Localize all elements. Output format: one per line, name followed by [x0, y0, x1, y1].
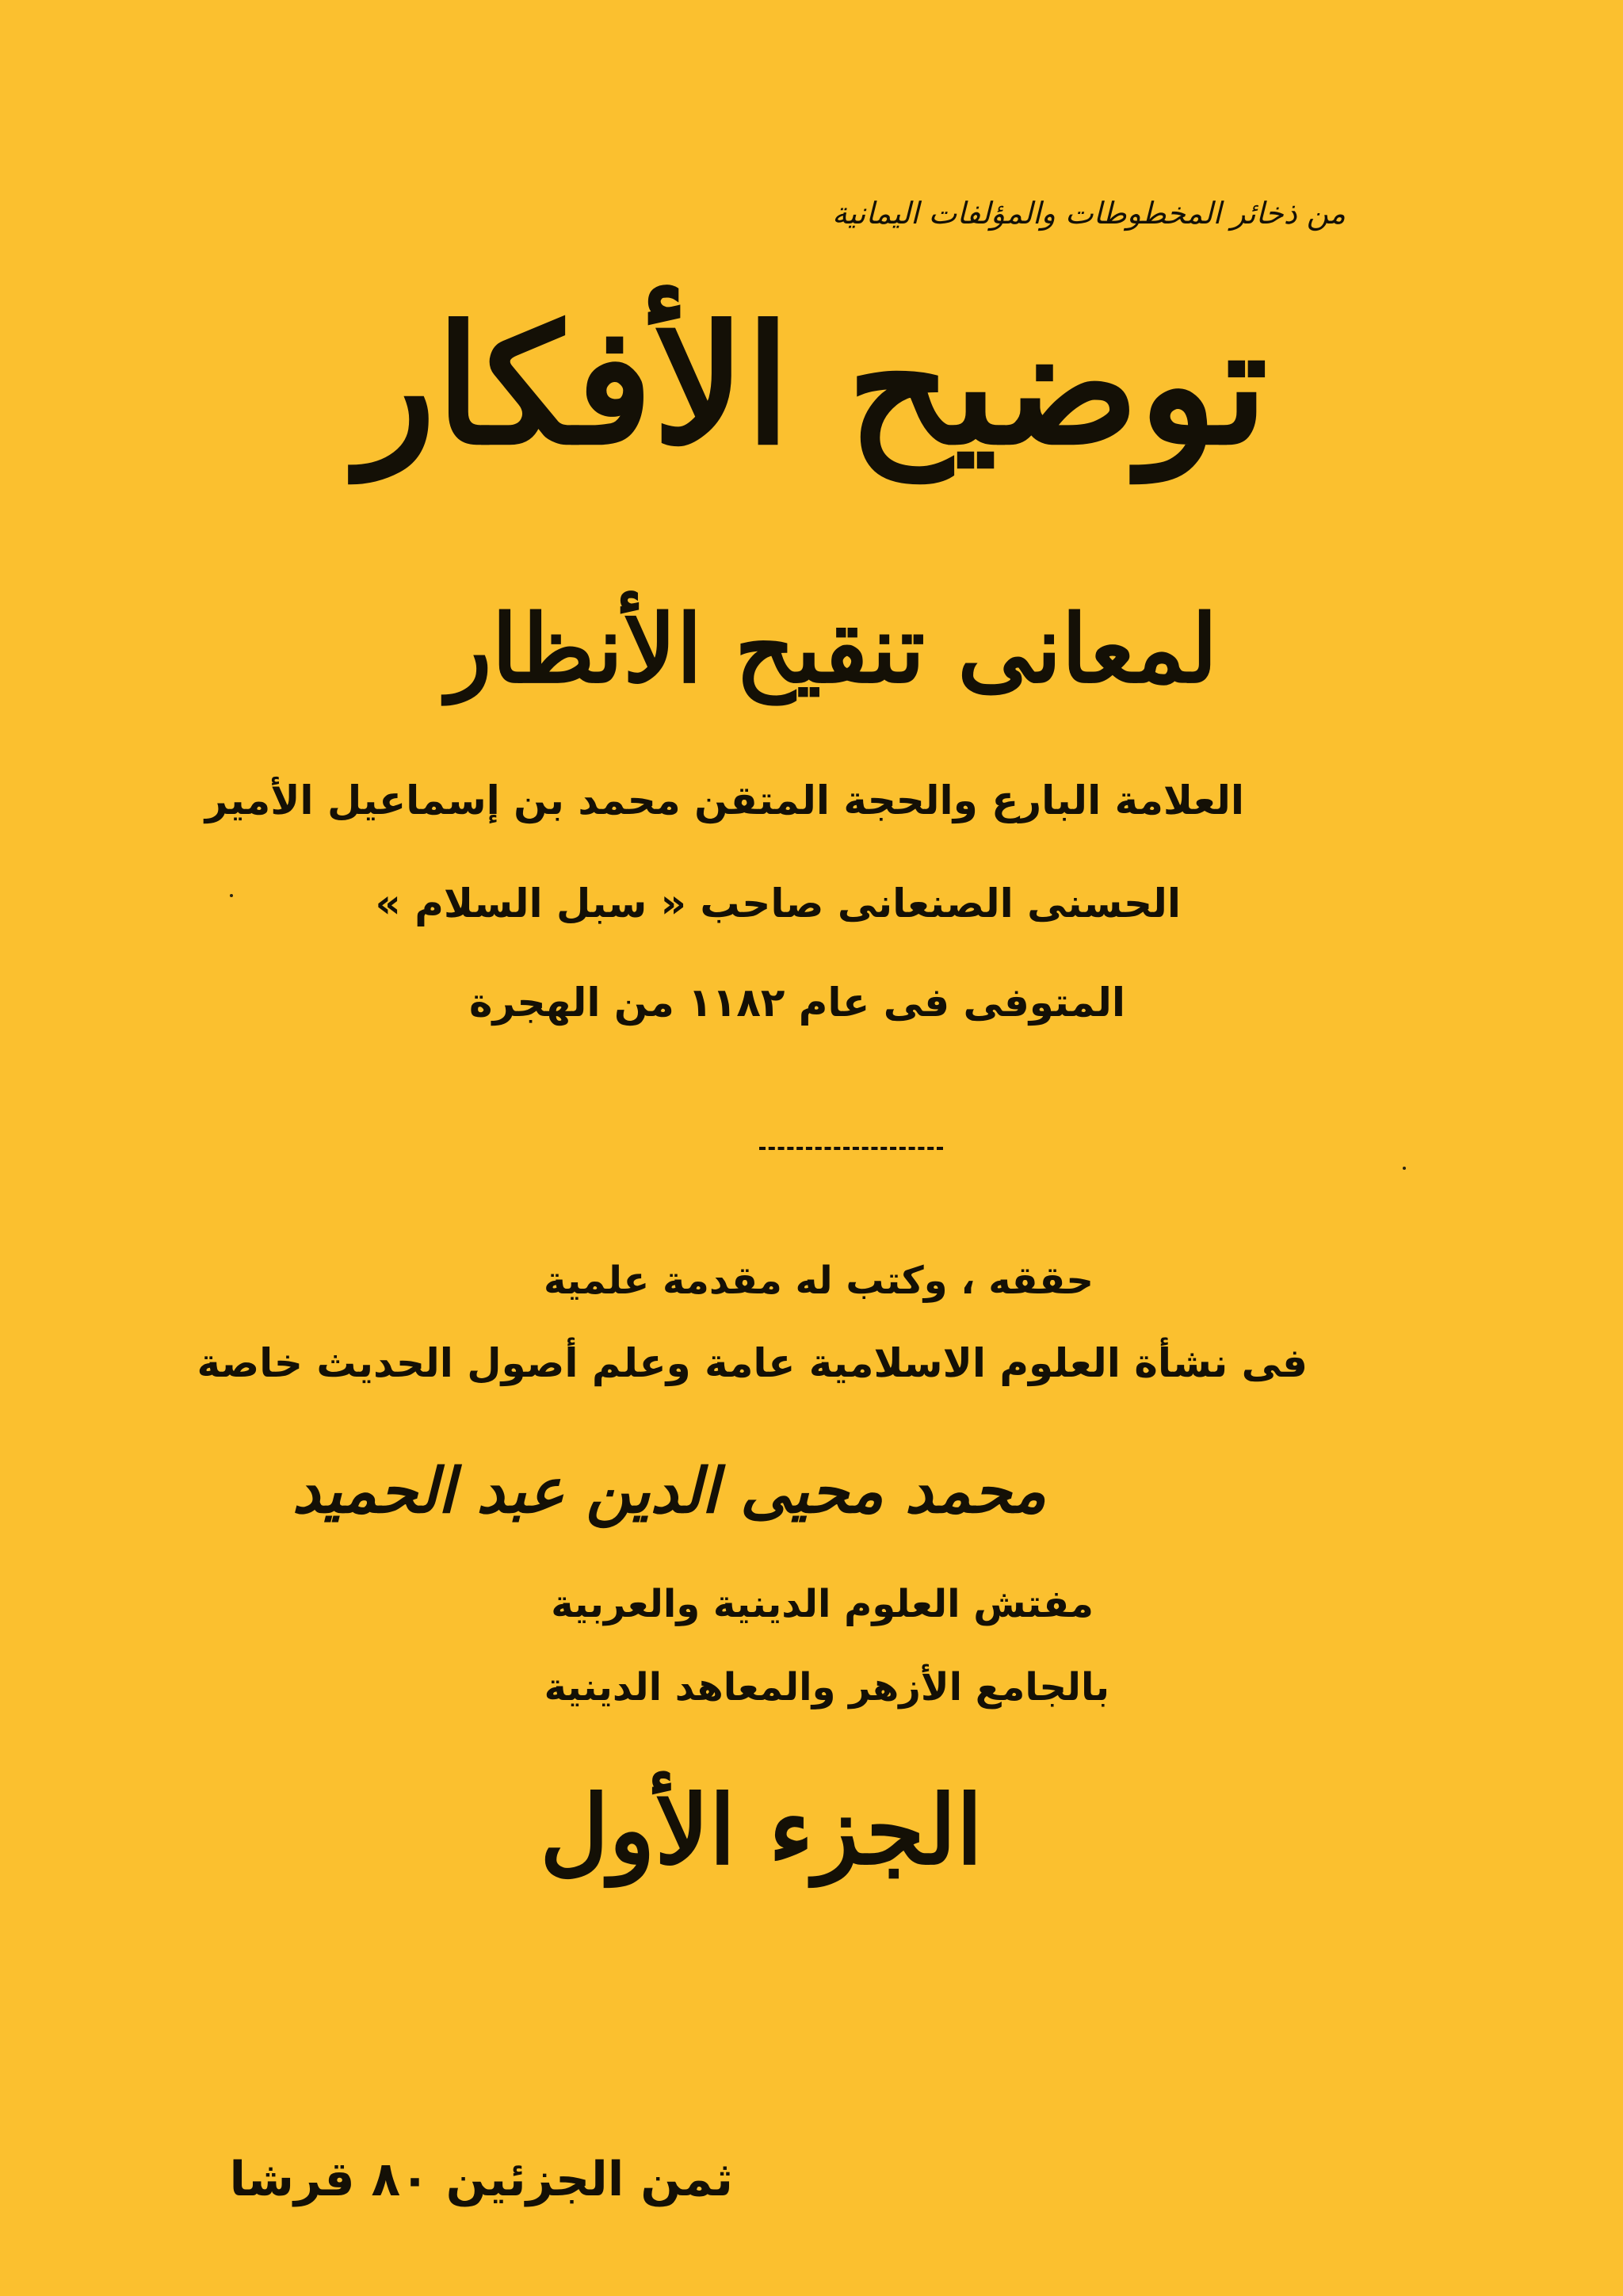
author-line-1: العلامة البارع والحجة المتقن محمد بن إسماعيل الأمير — [204, 777, 1244, 823]
author-line-3: المتوفى فى عام ١١٨٢ من الهجرة — [468, 980, 1125, 1026]
editor-intro-line-2: فى نشأة العلوم الاسلامية عامة وعلم أصول الحديث خاصة — [197, 1340, 1308, 1386]
author-line-2: الحسنى الصنعانى صاحب « سبل السلام » — [375, 881, 1181, 926]
price-line: ثمن الجزئين ٨٠ قرشا — [229, 2152, 733, 2207]
editor-name: محمد محيى الدين عبد الحميد — [292, 1455, 1046, 1527]
volume-label: الجزء الأول — [540, 1775, 983, 1886]
series-line: من ذخائر المخطوطات والمؤلفات اليمانية — [832, 196, 1346, 231]
print-speck — [1403, 1167, 1406, 1170]
editor-role-line-1: مفتش العلوم الدينية والعربية — [551, 1582, 1094, 1626]
book-title: توضيح الأفكار — [357, 291, 1268, 481]
section-divider — [759, 1147, 943, 1150]
print-speck — [230, 894, 233, 897]
book-subtitle: لمعانى تنقيح الأنظار — [446, 594, 1218, 704]
editor-intro-line-1: حققه ، وكتب له مقدمة علمية — [544, 1259, 1094, 1303]
editor-role-line-2: بالجامع الأزهر والمعاهد الدينية — [544, 1665, 1109, 1710]
